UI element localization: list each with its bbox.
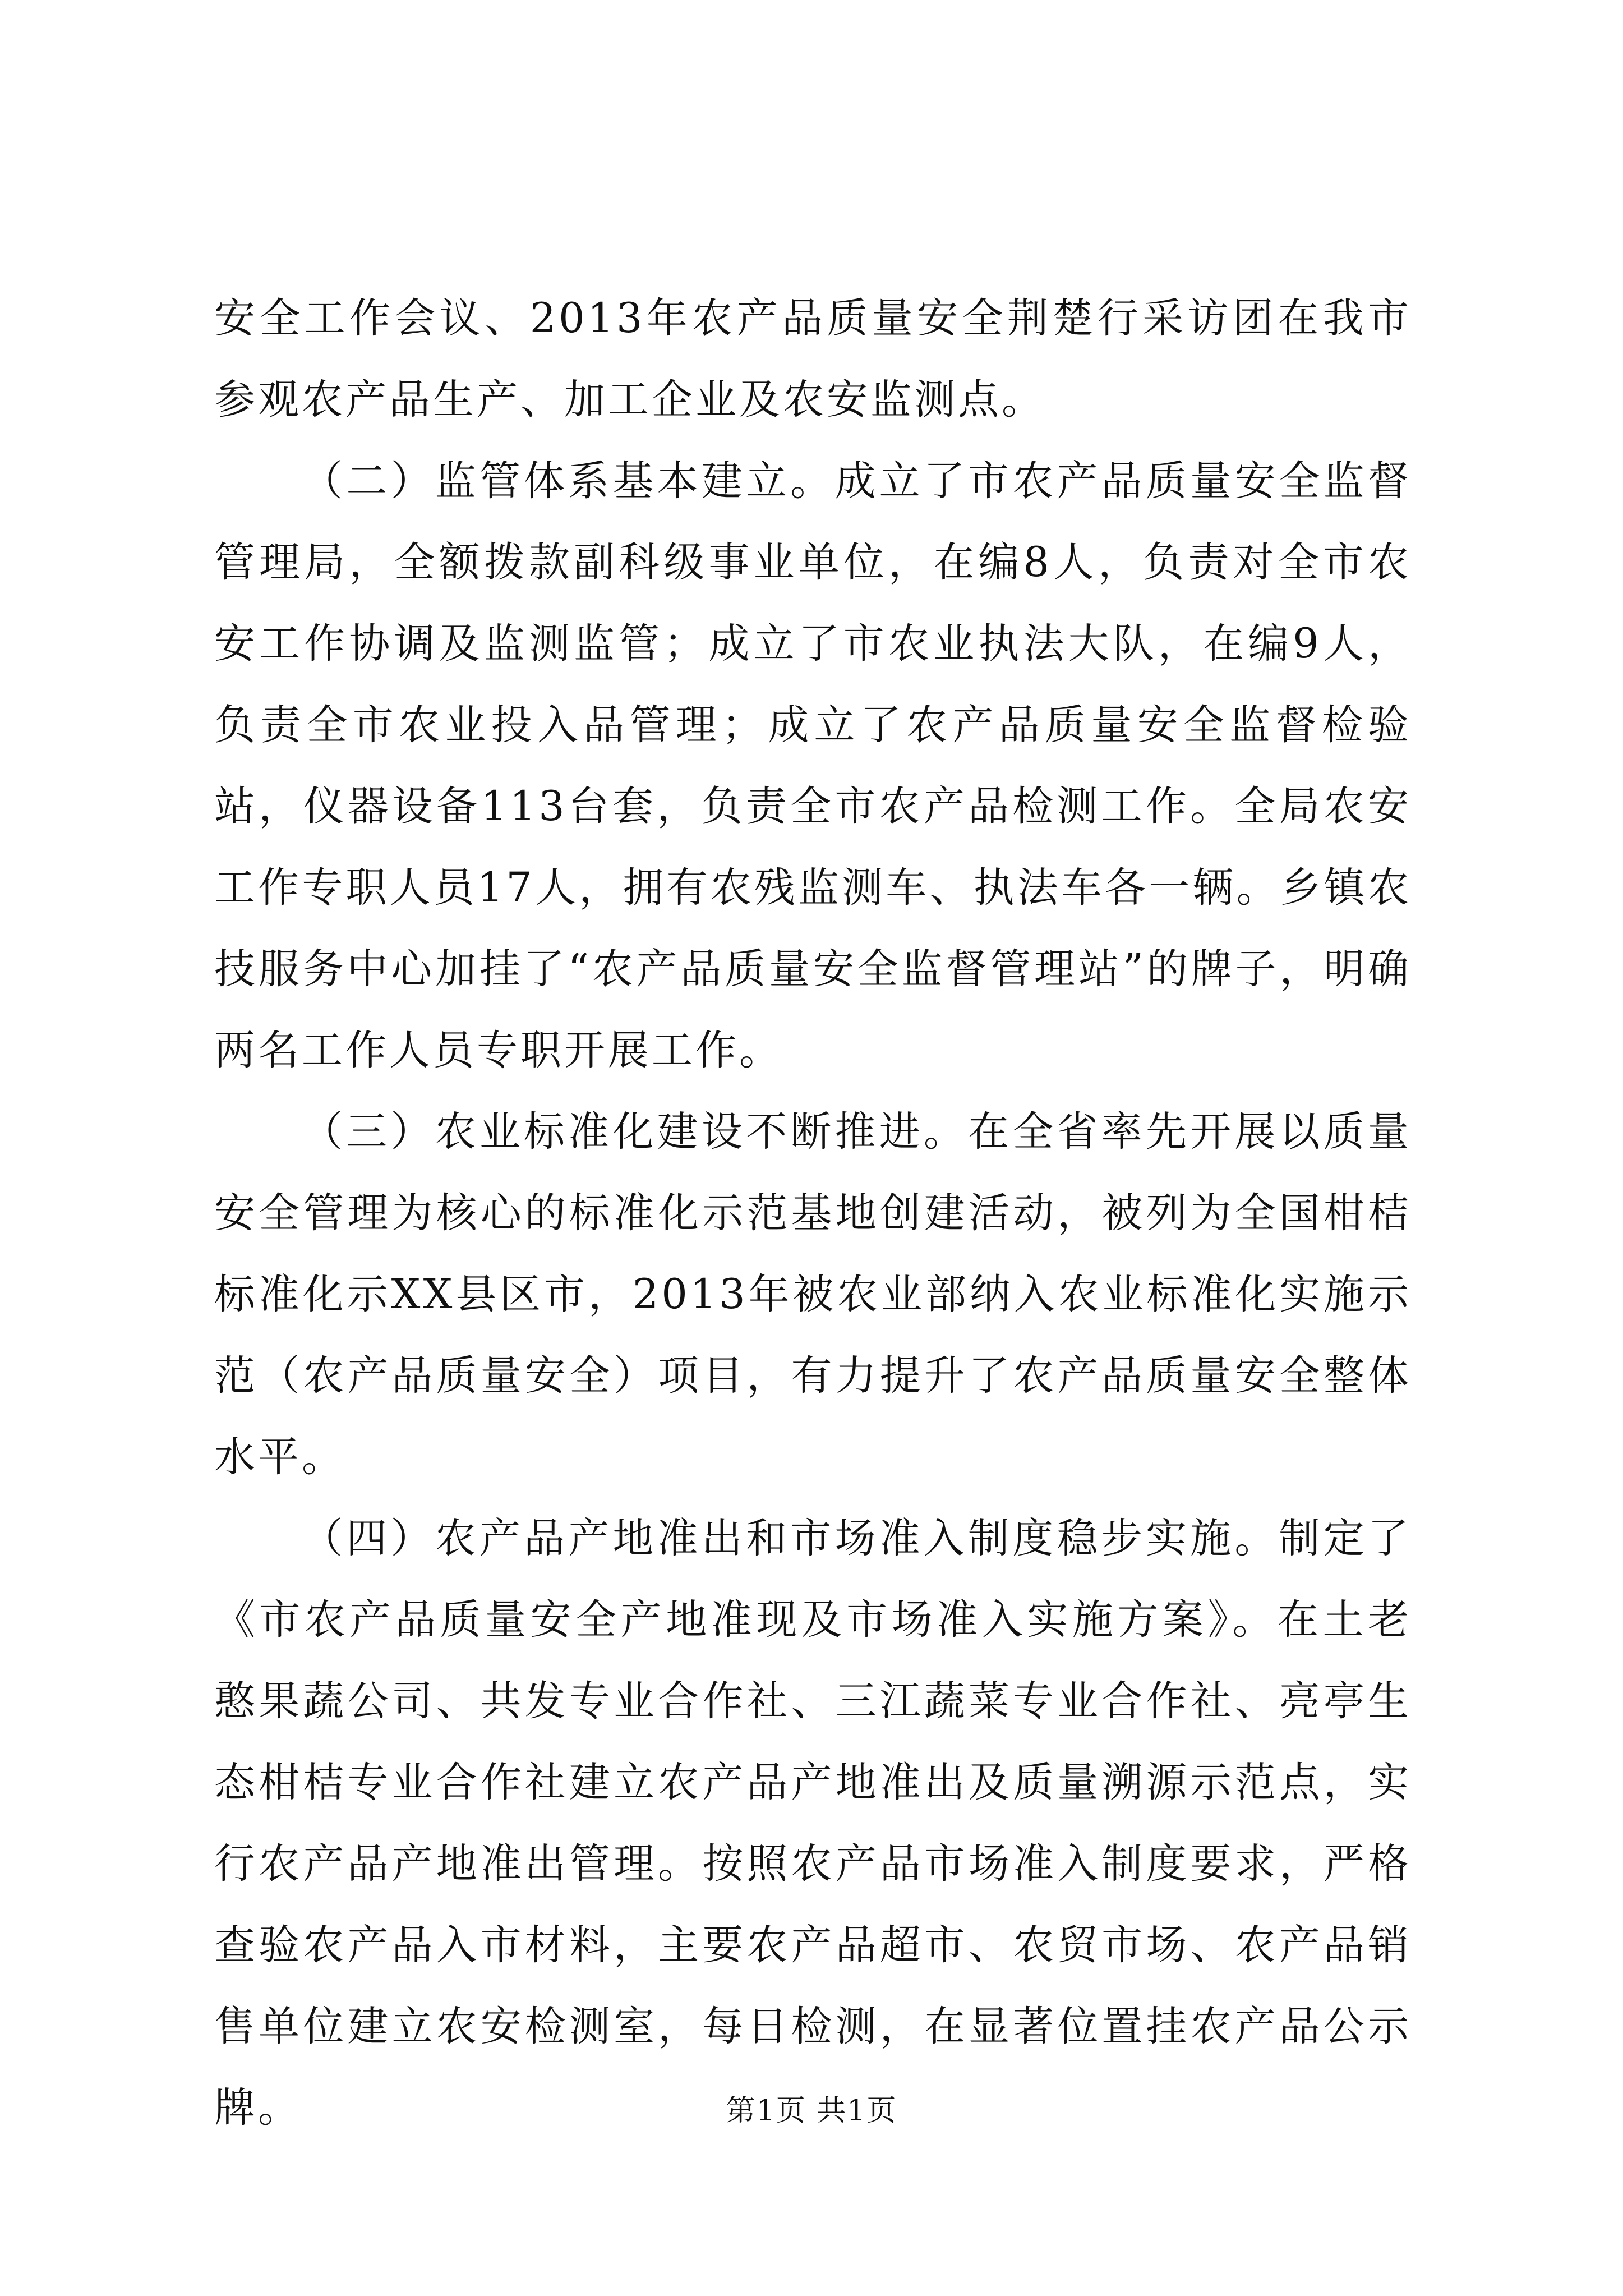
paragraph-supervision-system: （二）监管体系基本建立。成立了市农产品质量安全监督管理局，全额拨款副科级事业单位，在编8人，负责对全市农安工作协调及监测监管；成立了市农业执法大队，在编9人，负责全市农业投入品管理；成立了农产品质量安全监督检验站，仪器设备113台套，负责全市农产品检测工作。全局农安工作专职人员17人，拥有农残监测车、执法车各一辆。乡镇农技服务中心加挂了“农产品质量安全监督管理站”的牌子，明确两名工作人员专职开展工作。: [214, 457, 1412, 1074]
document-body: [214, 278, 1412, 2148]
paragraph-continuation: 安全工作会议、2013年农产品质量安全荆楚行采访团在我市参观农产品生产、加工企业及农安监测点。: [214, 295, 1412, 424]
paragraph-market-access: （四）农产品产地准出和市场准入制度稳步实施。制定了《市农产品质量安全产地准现及市场准入实施方案》。在土老憨果蔬公司、共发专业合作社、三江蔬菜专业合作社、亮亭生态柑桔专业合作社建立农产品产地准出及质量溯源示范点，实行农产品产地准出管理。按照农产品市场准入制度要求，严格查验农产品入市材料，主要农产品超市、农贸市场、农产品销售单位建立农安检测室，每日检测，在显著位置挂农产品公示牌。: [214, 1515, 1412, 2132]
page-footer: 第1页 共1页: [726, 2094, 897, 2128]
paragraph-standardization: （三）农业标准化建设不断推进。在全省率先开展以质量安全管理为核心的标准化示范基地创建活动，被列为全国柑桔标准化示XX县区市，2013年被农业部纳入农业标准化实施示范（农产品质量安全）项目，有力提升了农产品质量安全整体水平。: [214, 1108, 1412, 1481]
